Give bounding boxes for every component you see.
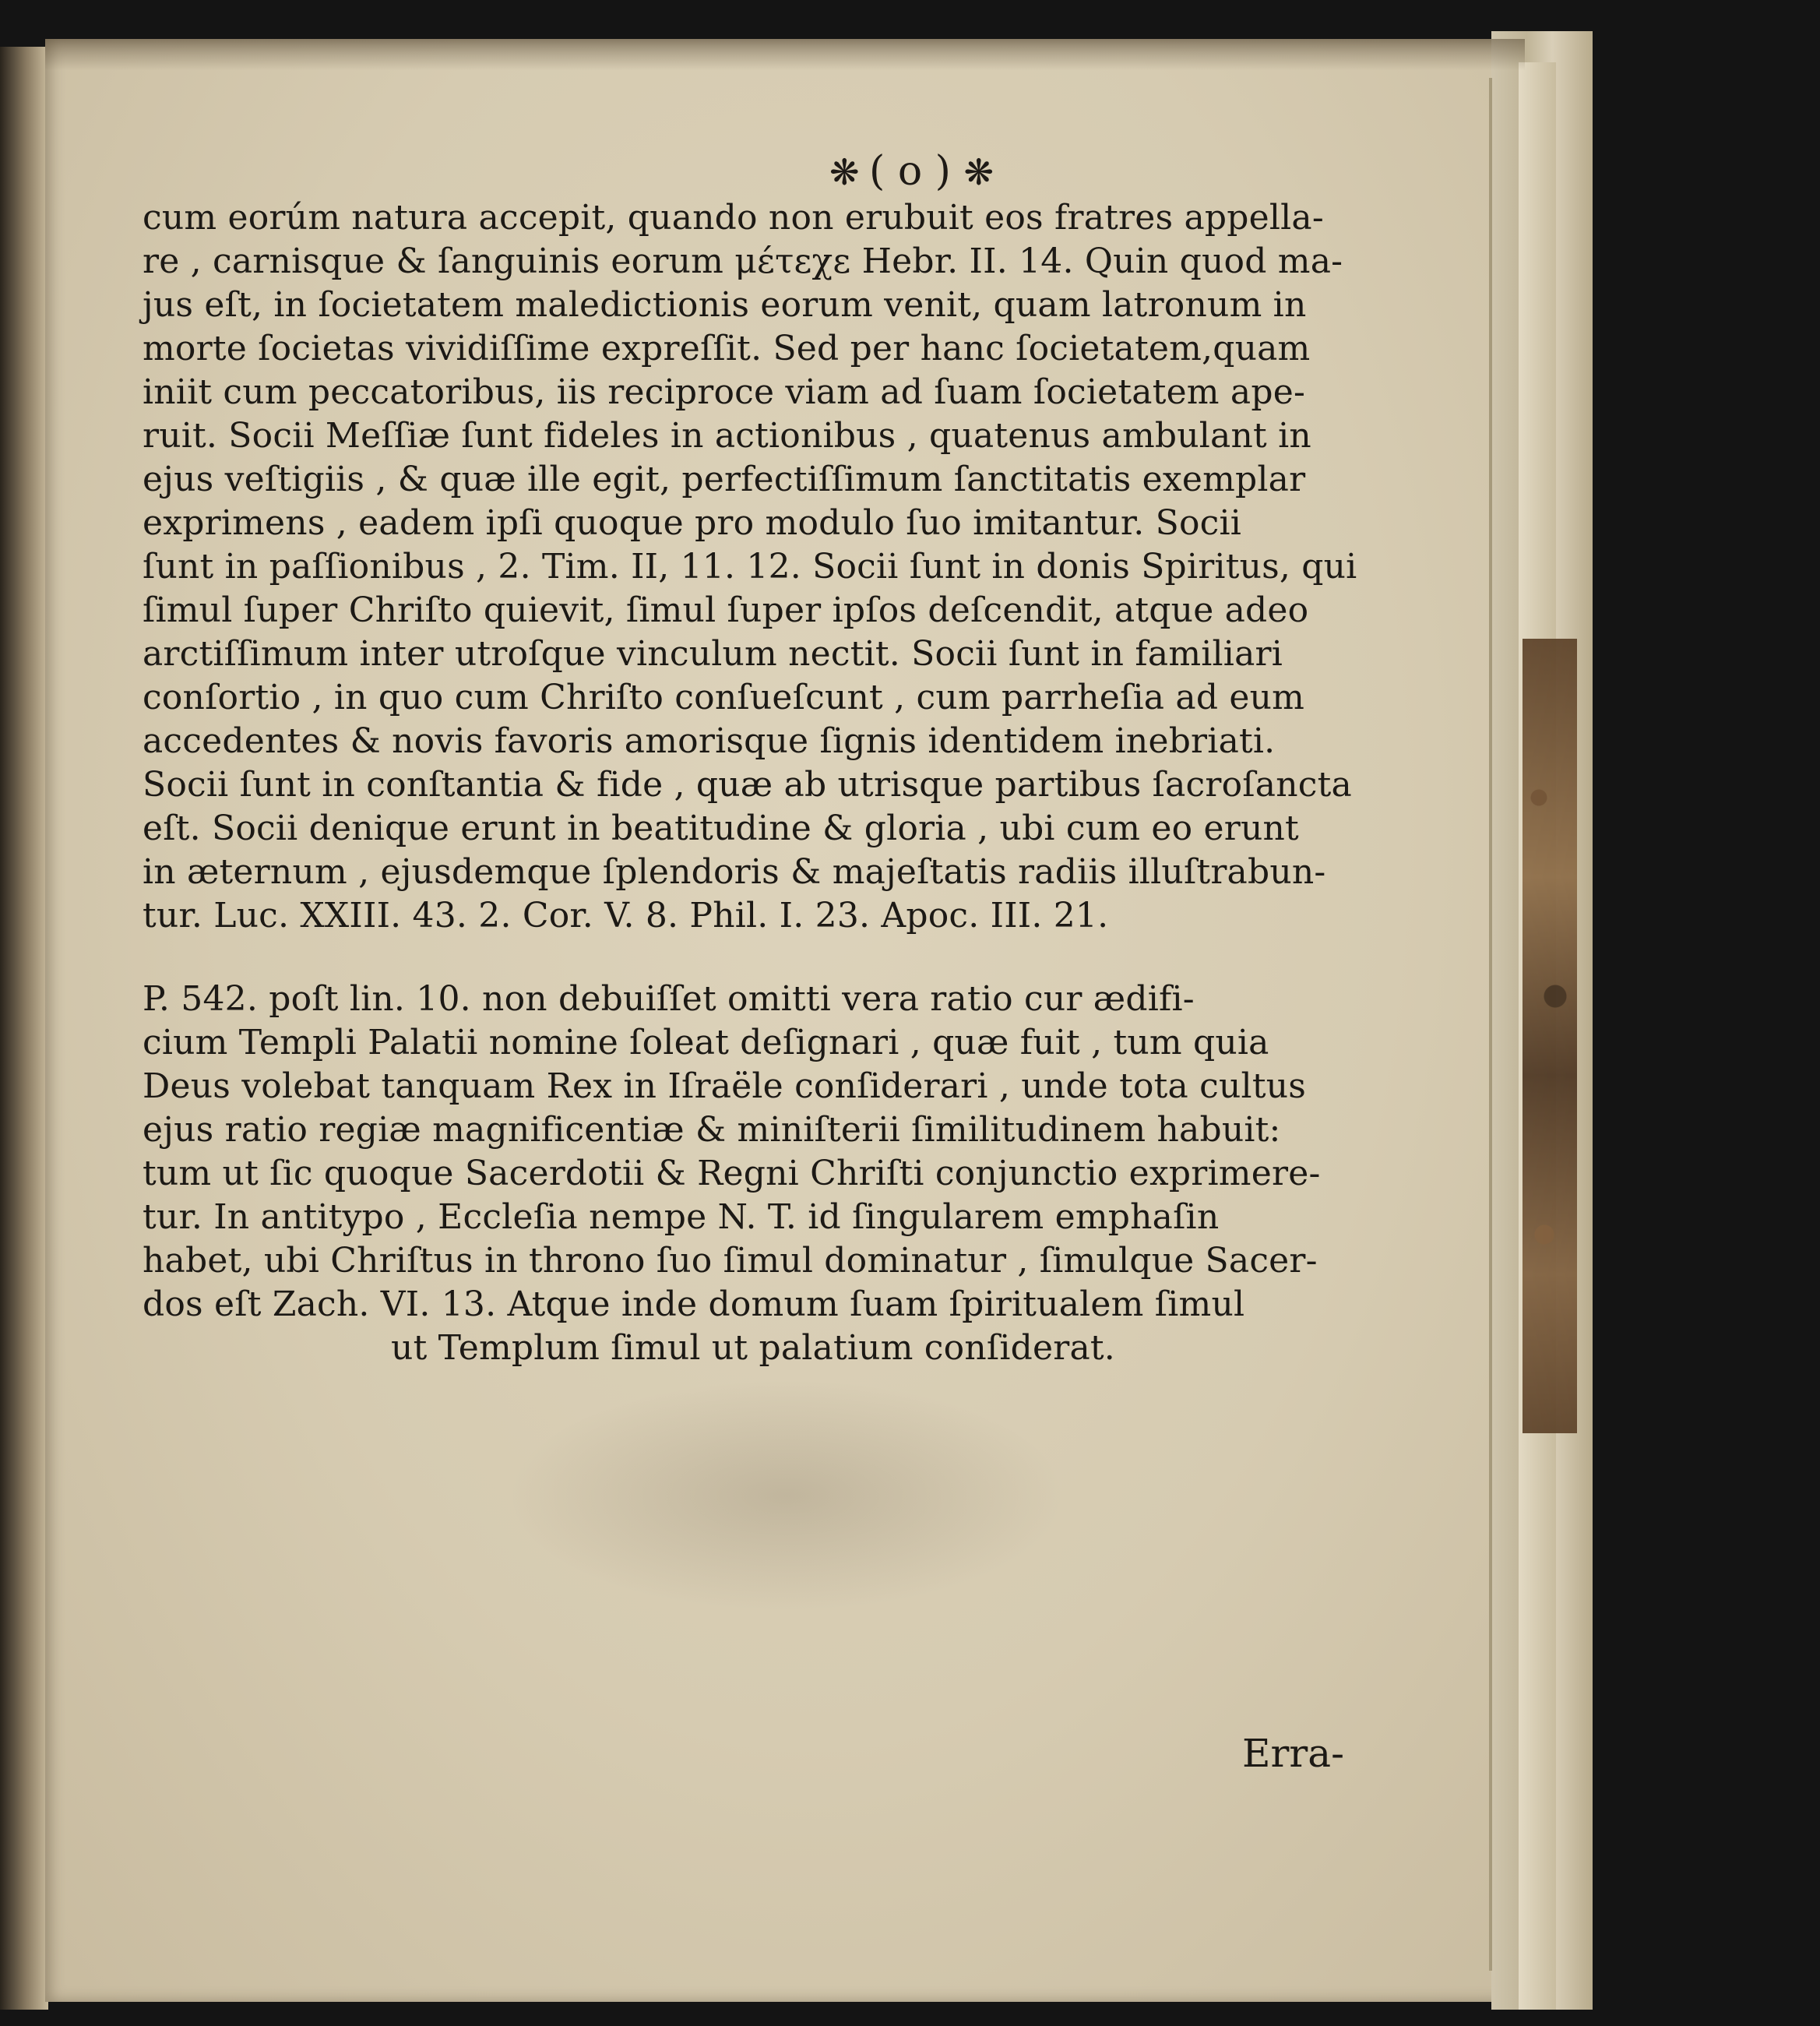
- text-line: ſunt in paſſionibus , 2. Tim. II, 11. 12. Socii ſunt in donis Spiritus, qui: [143, 547, 1357, 587]
- ornament-left-icon: ❋: [829, 151, 857, 193]
- marbled-cover-edge: [1523, 639, 1577, 1433]
- text-line: in æternum , ejusdemque ſplendoris & majeſtatis radiis illuſtrabun-: [143, 852, 1326, 892]
- text-line: cium Templi Palatii nomine ſoleat deſignari , quæ fuit , tum quia: [143, 1023, 1269, 1062]
- text-line: ejus ratio regiæ magnificentiæ & miniſterii ſimilitudinem habuit:: [143, 1110, 1281, 1150]
- text-line: morte ſocietas vividiſſime expreſſit. Sed per hanc ſocietatem,quam: [143, 329, 1311, 368]
- text-line: tum ut ſic quoque Sacerdotii & Regni Chriſti conjunctio exprimere-: [143, 1154, 1321, 1193]
- ornament-right-icon: ❋: [963, 151, 991, 193]
- text-line: Socii ſunt in conſtantia & fide , quæ ab utrisque partibus ſacroſancta: [143, 765, 1352, 805]
- text-line: ruit. Socii Meſſiæ ſunt fideles in actionibus , quatenus ambulant in: [143, 416, 1311, 456]
- text-line: habet, ubi Chriſtus in throno ſuo ſimul dominatur , ſimulque Sacer-: [143, 1241, 1318, 1281]
- text-line: tur. Luc. XXIII. 43. 2. Cor. V. 8. Phil. I. 23. Apoc. III. 21.: [143, 896, 1109, 935]
- text-line: accedentes & novis favoris amorisque ſignis identidem inebriati.: [143, 721, 1276, 761]
- text-line: dos eſt Zach. VI. 13. Atque inde domum ſuam ſpiritualem ſimul: [143, 1284, 1245, 1324]
- text-line: ſimul ſuper Chriſto quievit, ſimul ſuper ipſos deſcendit, atque adeo: [143, 590, 1309, 630]
- text-line: iniit cum peccatoribus, iis reciproce viam ad ſuam ſocietatem ape-: [143, 372, 1306, 412]
- text-line: jus eſt, in ſocietatem maledictionis eorum venit, quam latronum in: [143, 285, 1307, 325]
- page-numeral: ( o ): [869, 148, 951, 195]
- fold-line: [1489, 78, 1492, 1971]
- text-line: arctiſſimum inter utroſque vinculum nectit. Socii ſunt in familiari: [143, 634, 1283, 674]
- text-line: re , carnisque & ſanguinis eorum μέτεχε Hebr. II. 14. Quin quod ma-: [143, 241, 1343, 281]
- text-line: ut Templum ſimul ut palatium conſiderat.: [391, 1328, 1115, 1368]
- text-line: eſt. Socii denique erunt in beatitudine & gloria , ubi cum eo erunt: [143, 809, 1299, 848]
- catchword: Erra-: [1242, 1731, 1345, 1776]
- text-line: cum eorúm natura accepit, quando non erubuit eos fratres appella-: [143, 198, 1324, 238]
- show-through-stain: [506, 1379, 1067, 1612]
- text-line: exprimens , eadem ipſi quoque pro modulo ſuo imitantur. Socii: [143, 503, 1242, 543]
- text-line: Deus volebat tanquam Rex in Iſraële conſiderari , unde tota cultus: [143, 1066, 1307, 1106]
- text-line: conſortio , in quo cum Chriſto conſueſcunt , cum parrheſia ad eum: [143, 678, 1305, 717]
- text-line: tur. In antitypo , Eccleſia nempe N. T. id ſingularem emphaſin: [143, 1197, 1220, 1237]
- page-header: [0, 148, 1820, 196]
- text-line: P. 542. poſt lin. 10. non debuiſſet omitti vera ratio cur ædifi-: [143, 979, 1195, 1019]
- top-shadow: [45, 39, 1525, 70]
- text-line: ejus veſtigiis , & quæ ille egit, perfectiſſimum ſanctitatis exemplar: [143, 460, 1306, 499]
- left-page-edge: [0, 47, 48, 2010]
